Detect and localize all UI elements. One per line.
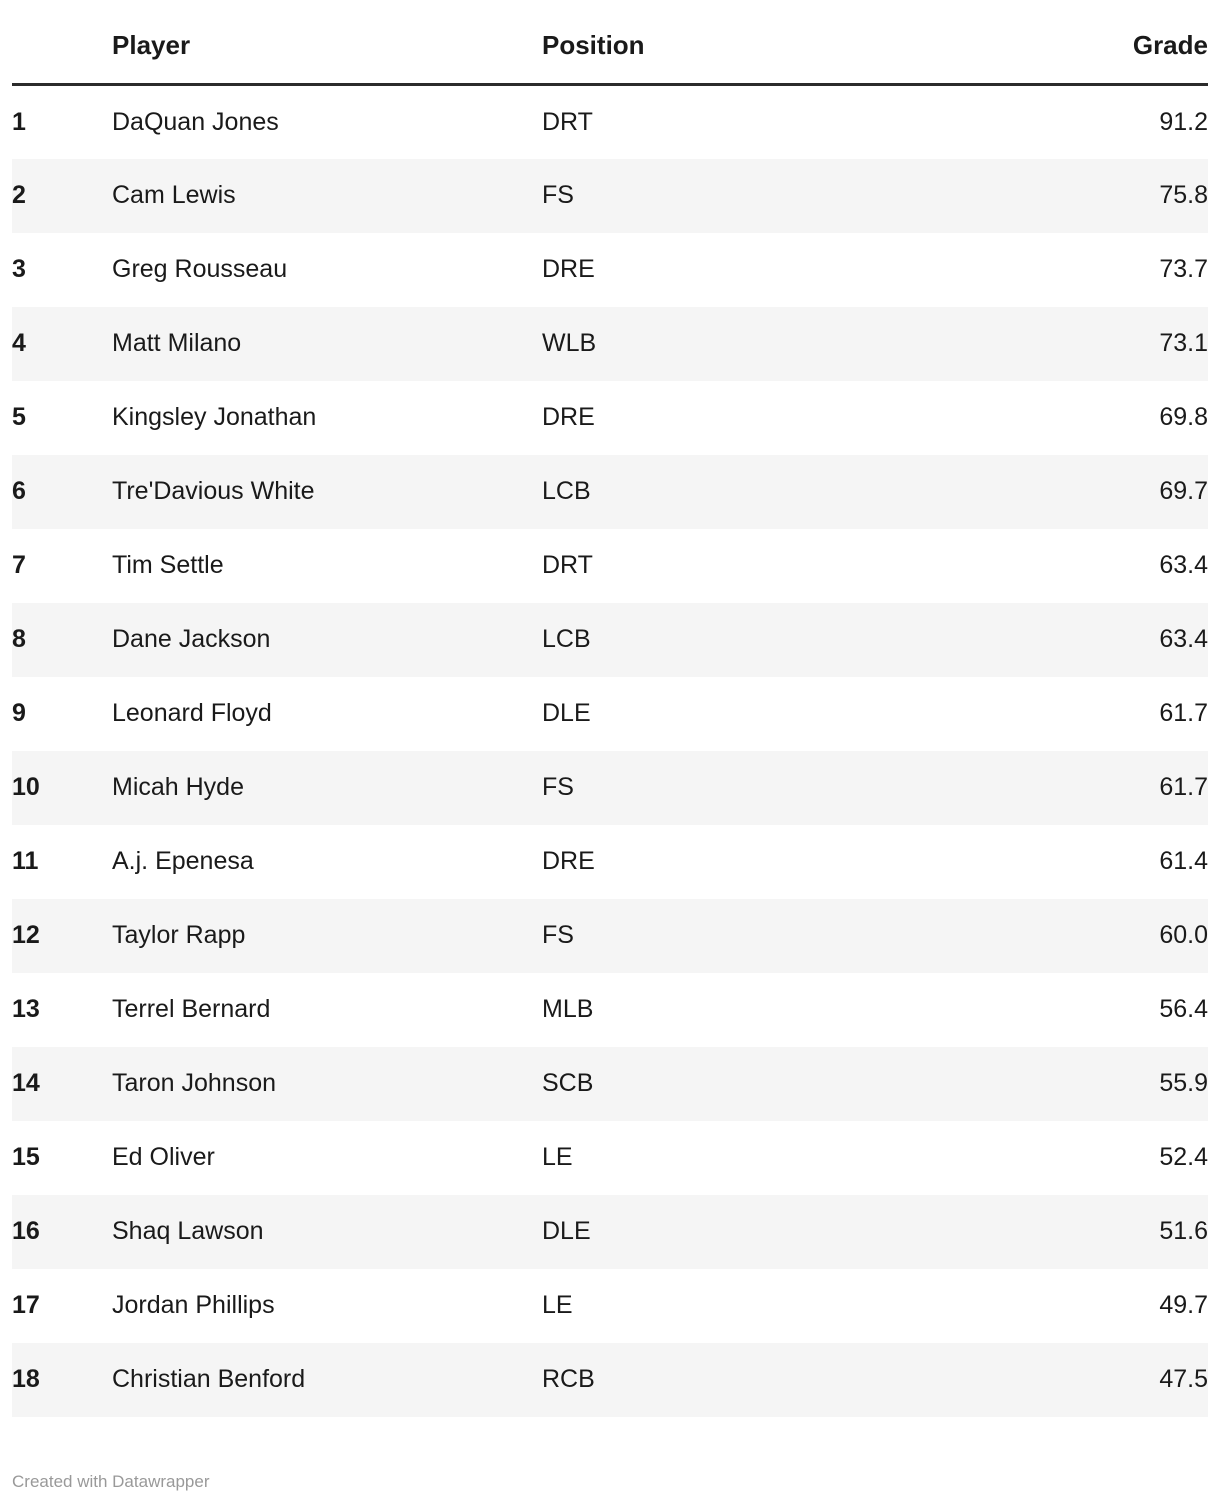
table-row — [12, 751, 1208, 825]
cell-grade: 61.4 — [1159, 847, 1208, 875]
cell-rank: 4 — [12, 329, 26, 357]
table-row — [12, 1121, 1208, 1195]
table-row — [12, 529, 1208, 603]
table-row — [12, 973, 1208, 1047]
cell-player: Dane Jackson — [112, 625, 271, 653]
cell-rank: 7 — [12, 551, 26, 579]
cell-rank: 13 — [12, 995, 40, 1023]
cell-position: LE — [542, 1143, 573, 1171]
cell-rank: 16 — [12, 1217, 40, 1245]
cell-player: Matt Milano — [112, 329, 242, 357]
cell-player: Greg Rousseau — [112, 255, 288, 283]
table-row — [12, 603, 1208, 677]
cell-rank: 11 — [12, 847, 39, 875]
cell-grade: 63.4 — [1159, 625, 1208, 653]
cell-rank: 14 — [12, 1069, 40, 1097]
cell-player: DaQuan Jones — [112, 107, 279, 136]
cell-grade: 55.9 — [1159, 1069, 1208, 1097]
table-row — [12, 233, 1208, 307]
cell-grade: 73.7 — [1159, 255, 1208, 283]
table-body — [12, 85, 1208, 1417]
table-header-row — [12, 0, 1208, 85]
table-row — [12, 1195, 1208, 1269]
cell-rank: 5 — [12, 403, 26, 431]
cell-grade: 91.2 — [1159, 107, 1208, 136]
cell-position: LCB — [542, 625, 591, 653]
cell-grade: 47.5 — [1159, 1365, 1208, 1393]
cell-player: Leonard Floyd — [112, 699, 272, 727]
cell-position: DLE — [542, 699, 591, 727]
datawrapper-credit: Created with Datawrapper — [12, 1472, 210, 1491]
cell-position: DRT — [542, 107, 593, 136]
cell-rank: 18 — [12, 1365, 40, 1393]
column-header-rank — [12, 0, 112, 85]
table-row — [12, 85, 1208, 159]
cell-player: Ed Oliver — [112, 1143, 215, 1171]
cell-rank: 1 — [12, 107, 26, 136]
cell-player: Tre'Davious White — [112, 477, 315, 505]
cell-grade: 75.8 — [1159, 181, 1208, 209]
table-row — [12, 1269, 1208, 1343]
column-header-player: Player — [112, 0, 542, 85]
cell-rank: 15 — [12, 1143, 40, 1171]
table-row — [12, 159, 1208, 233]
cell-player: Kingsley Jonathan — [112, 403, 317, 431]
cell-grade: 63.4 — [1159, 551, 1208, 579]
column-header-grade: Grade — [982, 0, 1208, 85]
cell-grade: 49.7 — [1159, 1291, 1208, 1319]
cell-position: DRT — [542, 551, 593, 579]
table-row — [12, 307, 1208, 381]
cell-grade: 69.8 — [1159, 403, 1208, 431]
cell-player: Micah Hyde — [112, 773, 244, 801]
cell-position: FS — [542, 773, 574, 801]
cell-position: SCB — [542, 1069, 594, 1097]
cell-rank: 3 — [12, 255, 26, 283]
cell-player: Taylor Rapp — [112, 921, 246, 949]
cell-grade: 69.7 — [1159, 477, 1208, 505]
player-grade-table — [12, 0, 1208, 1417]
table-header — [12, 0, 1208, 85]
cell-position: LE — [542, 1291, 573, 1319]
cell-grade: 51.6 — [1159, 1217, 1208, 1245]
cell-position: LCB — [542, 477, 591, 505]
table-row — [12, 1047, 1208, 1121]
cell-grade: 61.7 — [1159, 773, 1208, 801]
cell-player: Shaq Lawson — [112, 1217, 264, 1245]
cell-rank: 8 — [12, 625, 26, 653]
cell-position: FS — [542, 921, 574, 949]
cell-position: WLB — [542, 329, 597, 357]
cell-player: Christian Benford — [112, 1365, 306, 1393]
cell-player: A.j. Epenesa — [112, 847, 254, 875]
table-row — [12, 455, 1208, 529]
cell-grade: 61.7 — [1159, 699, 1208, 727]
cell-player: Tim Settle — [112, 551, 224, 579]
cell-grade: 73.1 — [1159, 329, 1208, 357]
cell-player: Cam Lewis — [112, 181, 236, 209]
table-row — [12, 899, 1208, 973]
cell-grade: 56.4 — [1159, 995, 1208, 1023]
table-row — [12, 381, 1208, 455]
cell-position: DRE — [542, 255, 595, 283]
cell-rank: 17 — [12, 1291, 40, 1319]
cell-grade: 60.0 — [1159, 921, 1208, 949]
table-row — [12, 677, 1208, 751]
cell-position: RCB — [542, 1365, 595, 1393]
cell-position: DRE — [542, 847, 595, 875]
table-row — [12, 825, 1208, 899]
cell-rank: 9 — [12, 699, 26, 727]
cell-position: MLB — [542, 995, 594, 1023]
cell-player: Jordan Phillips — [112, 1291, 275, 1319]
cell-player: Terrel Bernard — [112, 995, 271, 1023]
cell-grade: 52.4 — [1159, 1143, 1208, 1171]
cell-position: DRE — [542, 403, 595, 431]
cell-rank: 10 — [12, 773, 40, 801]
cell-position: DLE — [542, 1217, 591, 1245]
cell-rank: 6 — [12, 477, 26, 505]
column-header-position: Position — [542, 0, 982, 85]
cell-rank: 2 — [12, 181, 26, 209]
cell-rank: 12 — [12, 921, 40, 949]
table-row — [12, 1343, 1208, 1417]
cell-player: Taron Johnson — [112, 1069, 277, 1097]
cell-position: FS — [542, 181, 574, 209]
